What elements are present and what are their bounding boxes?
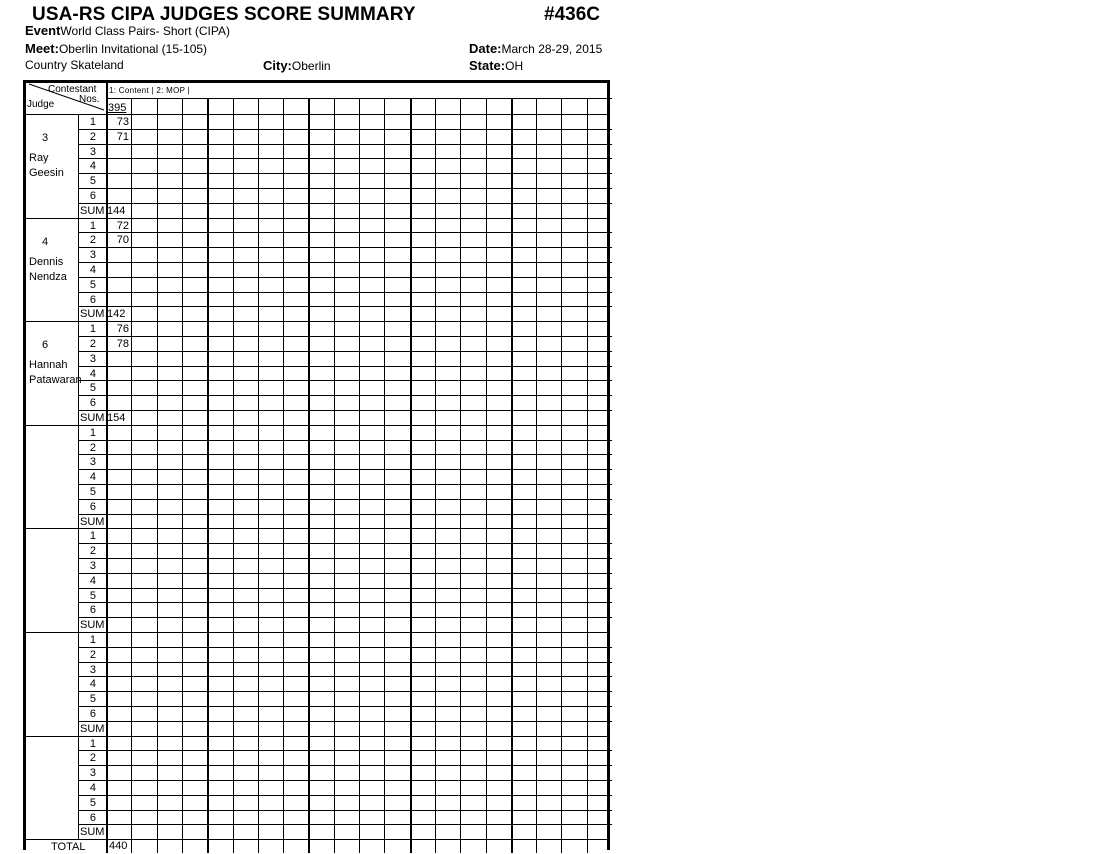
score-row-divider bbox=[78, 750, 612, 751]
score-row-divider bbox=[78, 410, 612, 411]
score-row-divider bbox=[78, 647, 612, 648]
state-line bbox=[469, 58, 523, 73]
judge-number: 3 bbox=[42, 132, 49, 144]
score-row-divider bbox=[78, 129, 612, 130]
score-row-divider bbox=[78, 188, 612, 189]
score-row-divider bbox=[78, 514, 612, 515]
column-divider bbox=[131, 98, 132, 853]
row-label: 6 bbox=[89, 708, 96, 720]
judge-score: 76 bbox=[116, 323, 129, 336]
column-divider bbox=[359, 98, 360, 853]
contestant-number: 395 bbox=[108, 102, 127, 114]
score-row-divider bbox=[78, 292, 612, 293]
score-row-divider bbox=[78, 721, 612, 722]
state-label: State: bbox=[469, 58, 506, 73]
row-label: 3 bbox=[89, 456, 96, 469]
row-label: 3 bbox=[89, 249, 96, 262]
city-value: Oberlin bbox=[291, 59, 331, 73]
score-row-divider bbox=[78, 588, 612, 589]
judge-last-name: Patawaran bbox=[29, 374, 82, 387]
row-label: 3 bbox=[89, 767, 96, 780]
sum-label: SUM bbox=[80, 515, 105, 528]
row-label: 2 bbox=[89, 234, 96, 247]
meet-value: Oberlin Invitational (15-105) bbox=[58, 42, 208, 56]
column-divider bbox=[258, 98, 259, 853]
judge-number: 6 bbox=[42, 339, 49, 352]
judge-last-name: Nendza bbox=[29, 270, 67, 283]
city-line bbox=[263, 58, 331, 73]
score-row-divider bbox=[78, 499, 612, 500]
score-row-divider bbox=[78, 277, 612, 278]
judge-block-divider bbox=[26, 736, 610, 737]
row-label: 1 bbox=[89, 737, 96, 750]
row-label: 3 bbox=[89, 352, 96, 365]
score-row-divider bbox=[78, 810, 612, 811]
column-divider bbox=[106, 83, 108, 853]
sum-label: SUM bbox=[80, 308, 105, 321]
judge-score: 70 bbox=[116, 234, 129, 247]
judge-score: 73 bbox=[116, 116, 129, 128]
score-row-divider bbox=[78, 706, 612, 707]
date-line bbox=[469, 41, 602, 56]
date-value: March 28-29, 2015 bbox=[501, 42, 603, 56]
score-row-divider bbox=[78, 395, 612, 396]
row-label: 2 bbox=[89, 441, 96, 454]
score-row-divider bbox=[78, 203, 612, 204]
column-divider bbox=[283, 98, 284, 853]
score-row-divider bbox=[78, 484, 612, 485]
row-label: 6 bbox=[89, 397, 96, 410]
corner-judge-label: Judge bbox=[27, 99, 55, 110]
judge-sum-score: 142 bbox=[107, 308, 126, 321]
row-label: 1 bbox=[89, 426, 96, 439]
row-label: 4 bbox=[89, 574, 96, 587]
judge-block-divider bbox=[26, 218, 610, 219]
form-number: #436C bbox=[544, 4, 600, 25]
column-divider bbox=[587, 98, 588, 853]
total-label: TOTAL bbox=[51, 841, 86, 854]
event-label: Event bbox=[25, 23, 61, 38]
row-label: 2 bbox=[89, 130, 96, 143]
scoring-legend: 1: Content | 2: MOP | bbox=[109, 86, 191, 95]
judge-first-name: Ray bbox=[29, 152, 49, 164]
column-divider bbox=[308, 98, 310, 853]
row-label: 1 bbox=[89, 116, 96, 128]
judge-block-divider bbox=[26, 425, 610, 426]
score-row-divider bbox=[78, 795, 612, 796]
score-row-divider bbox=[78, 440, 612, 441]
column-divider bbox=[511, 98, 513, 853]
column-divider bbox=[435, 98, 436, 853]
sum-label: SUM bbox=[80, 619, 105, 632]
judge-block-divider bbox=[26, 632, 610, 633]
column-divider bbox=[561, 98, 562, 853]
score-row-divider bbox=[78, 543, 612, 544]
event-line bbox=[25, 23, 230, 38]
score-grid bbox=[23, 80, 610, 854]
column-divider bbox=[233, 98, 234, 853]
score-row-divider bbox=[78, 380, 612, 381]
score-row-divider bbox=[78, 780, 612, 781]
judge-block-divider bbox=[26, 321, 610, 322]
sum-label: SUM bbox=[80, 826, 105, 839]
row-label: 1 bbox=[89, 530, 96, 543]
score-row-divider bbox=[78, 158, 612, 159]
row-label: 6 bbox=[89, 604, 96, 617]
score-row-divider bbox=[78, 691, 612, 692]
row-label: 1 bbox=[89, 219, 96, 232]
judge-number: 4 bbox=[42, 235, 49, 248]
row-label: 5 bbox=[89, 278, 96, 291]
row-label: 5 bbox=[89, 693, 96, 706]
row-label: 6 bbox=[89, 190, 96, 202]
row-label: 3 bbox=[89, 560, 96, 572]
judge-first-name: Dennis bbox=[29, 255, 64, 268]
row-label: 3 bbox=[89, 663, 96, 676]
score-row-divider bbox=[78, 306, 612, 307]
row-label: 5 bbox=[89, 175, 96, 188]
score-row-divider bbox=[78, 617, 612, 618]
row-label: 4 bbox=[89, 160, 96, 173]
corner-nos-label: Nos. bbox=[79, 94, 100, 105]
score-row-divider bbox=[78, 351, 612, 352]
meet-label: Meet: bbox=[25, 41, 59, 56]
score-row-divider bbox=[78, 336, 612, 337]
page-title: USA-RS CIPA JUDGES SCORE SUMMARY bbox=[32, 4, 416, 25]
judge-last-name: Geesin bbox=[29, 167, 64, 179]
row-label: 4 bbox=[89, 264, 96, 276]
column-divider bbox=[536, 98, 537, 853]
score-row-divider bbox=[78, 469, 612, 470]
column-divider bbox=[157, 98, 158, 853]
row-label: 1 bbox=[89, 323, 96, 336]
judge-first-name: Hannah bbox=[29, 359, 68, 372]
row-label: 1 bbox=[89, 634, 96, 646]
row-label: 6 bbox=[89, 811, 96, 824]
score-row-divider bbox=[78, 173, 612, 174]
sum-label: SUM bbox=[80, 722, 105, 735]
score-row-divider bbox=[78, 454, 612, 455]
column-divider bbox=[410, 98, 412, 853]
row-label: 5 bbox=[89, 589, 96, 602]
judge-score: 78 bbox=[116, 338, 129, 350]
row-label: 5 bbox=[89, 486, 96, 498]
score-row-divider bbox=[78, 366, 612, 367]
city-label: City: bbox=[263, 58, 292, 73]
column-divider bbox=[384, 98, 385, 853]
column-divider bbox=[334, 98, 335, 853]
column-divider bbox=[486, 98, 487, 853]
row-label: 3 bbox=[89, 145, 96, 158]
corner-contestant-label: Contestant bbox=[48, 84, 97, 95]
event-value: World Class Pairs- Short (CIPA) bbox=[60, 24, 230, 38]
row-label: 6 bbox=[89, 500, 96, 513]
state-value: OH bbox=[505, 59, 524, 73]
score-row-divider bbox=[78, 824, 612, 825]
date-label: Date: bbox=[469, 41, 502, 56]
score-row-divider bbox=[78, 262, 612, 263]
row-label: 4 bbox=[89, 367, 96, 380]
column-divider bbox=[182, 98, 183, 853]
column-divider bbox=[207, 98, 209, 853]
score-row-divider bbox=[78, 144, 612, 145]
venue: Country Skateland bbox=[25, 58, 124, 72]
row-label: 2 bbox=[89, 648, 96, 661]
column-divider bbox=[460, 98, 461, 853]
row-label: 2 bbox=[89, 752, 96, 765]
score-row-divider bbox=[78, 765, 612, 766]
judge-score: 72 bbox=[116, 219, 129, 232]
judge-sum-score: 144 bbox=[107, 204, 126, 217]
score-row-divider bbox=[78, 247, 612, 248]
row-label: 5 bbox=[89, 796, 96, 809]
score-row-divider bbox=[78, 662, 612, 663]
sum-label: SUM bbox=[80, 204, 105, 217]
score-row-divider bbox=[78, 676, 612, 677]
score-row-divider bbox=[78, 558, 612, 559]
row-label: 2 bbox=[89, 338, 96, 350]
judge-sum-score: 154 bbox=[107, 412, 126, 424]
sum-label: SUM bbox=[80, 412, 105, 424]
row-label: 4 bbox=[89, 678, 96, 691]
score-row-divider bbox=[78, 602, 612, 603]
row-label: 4 bbox=[89, 471, 96, 484]
score-row-divider bbox=[78, 232, 612, 233]
row-label: 2 bbox=[89, 545, 96, 558]
judge-block-divider bbox=[26, 528, 610, 529]
meet-line bbox=[25, 41, 207, 56]
row-label: 4 bbox=[89, 782, 96, 794]
total-score: 440 bbox=[109, 840, 128, 853]
judge-score: 71 bbox=[116, 130, 129, 143]
row-label: 5 bbox=[89, 382, 96, 395]
row-label: 6 bbox=[89, 293, 96, 306]
score-row-divider bbox=[78, 573, 612, 574]
